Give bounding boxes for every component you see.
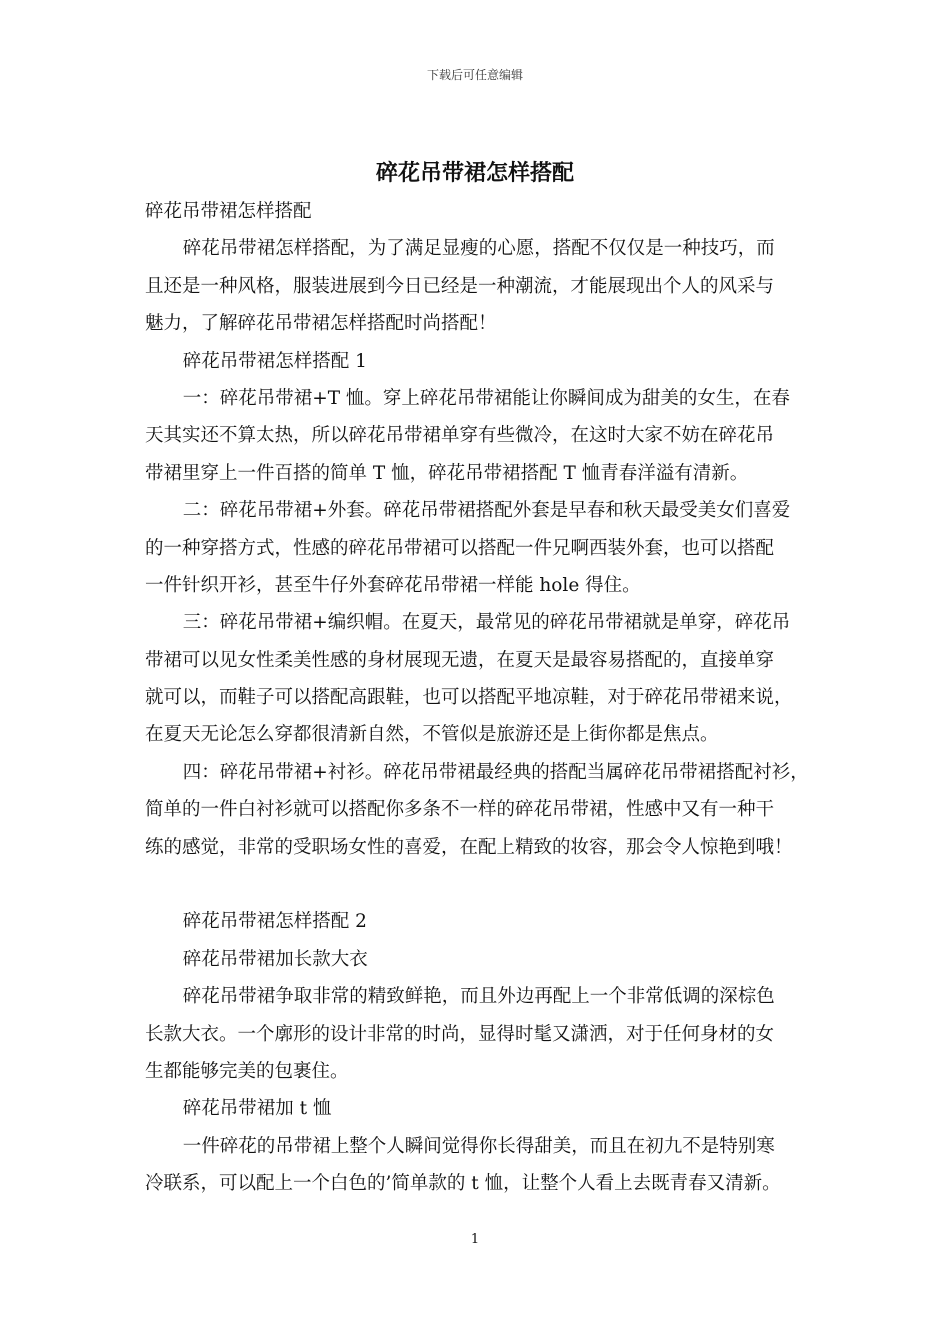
text-line: 碎花吊带裙怎样搭配	[145, 201, 312, 222]
text-line: 一件针织开衫，甚至牛仔外套碎花吊带裙一样能 hole 得住。	[145, 574, 641, 596]
text-line: 在夏天无论怎么穿都很清新自然，不管似是旅游还是上街你都是焦点。	[145, 724, 719, 746]
text-line: 碎花吊带裙怎样搭配 1	[182, 350, 367, 372]
text-line: 简单的一件白衬衫就可以搭配你多条不一样的碎花吊带裙，性感中又有一种干	[145, 799, 775, 821]
text-line: 带裙可以见女性柔美性感的身材展现无遗，在夏天是最容易搭配的，直接单穿	[145, 649, 775, 671]
text-line	[145, 866, 825, 903]
text-line: 带裙里穿上一件百搭的简单 T 恤，碎花吊带裙搭配 T 恤青春洋溢有清新。	[145, 462, 749, 484]
text-line: 生都能够完美的包裹住。	[145, 1060, 349, 1082]
header-note: 下载后可任意编辑	[426, 68, 523, 82]
text-line: 且还是一种风格，服装进展到今日已经是一种潮流，才能展现出个人的风采与	[145, 275, 775, 297]
document-title: 碎花吊带裙怎样搭配	[375, 160, 574, 186]
text-line: 的一种穿搭方式，性感的碎花吊带裙可以搭配一件兄啊西装外套，也可以搭配	[145, 537, 775, 559]
text-line: 冷联系，可以配上一个白色的’简单款的 t 恤，让整个人看上去既青春又清新。	[145, 1173, 781, 1195]
text-line: 碎花吊带裙怎样搭配，为了满足显瘦的心愿，搭配不仅仅是一种技巧，而	[182, 238, 775, 260]
text-line: 长款大衣。一个廓形的设计非常的时尚，显得时髦又潇洒，对于任何身材的女	[145, 1023, 775, 1045]
text-line: 天其实还不算太热，所以碎花吊带裙单穿有些微冷，在这时大家不妨在碎花吊	[145, 425, 775, 447]
text-line: 四：碎花吊带裙+衬衫。碎花吊带裙最经典的搭配当属碎花吊带裙搭配衬衫，	[182, 761, 809, 783]
text-line: 二：碎花吊带裙+外套。碎花吊带裙搭配外套是早春和秋天最受美女们喜爱	[182, 500, 791, 522]
text-line: 三：碎花吊带裙+编织帽。在夏天，最常见的碎花吊带裙就是单穿，碎花吊	[182, 612, 791, 634]
text-line: 碎花吊带裙加 t 恤	[182, 1098, 332, 1120]
text-line: 碎花吊带裙加长款大衣	[182, 948, 368, 970]
text-line: 练的感觉，非常的受职场女性的喜爱，在配上精致的妆容，那会令人惊艳到哦！	[145, 836, 793, 858]
text-line: 魅力，了解碎花吊带裙怎样搭配时尚搭配！	[145, 313, 497, 335]
page-number: 1	[470, 1232, 480, 1247]
text-line: 就可以，而鞋子可以搭配高跟鞋，也可以搭配平地凉鞋，对于碎花吊带裙来说，	[145, 687, 793, 709]
text-line: 一：碎花吊带裙+T 恤。穿上碎花吊带裙能让你瞬间成为甜美的女生，在春	[182, 387, 790, 409]
text-line: 碎花吊带裙怎样搭配 2	[182, 911, 367, 933]
document-body	[145, 193, 825, 1203]
text-line: 碎花吊带裙争取非常的精致鲜艳，而且外边再配上一个非常低调的深棕色	[182, 986, 775, 1008]
text-line: 一件碎花的吊带裙上整个人瞬间觉得你长得甜美，而且在初九不是特别寒	[182, 1135, 775, 1157]
